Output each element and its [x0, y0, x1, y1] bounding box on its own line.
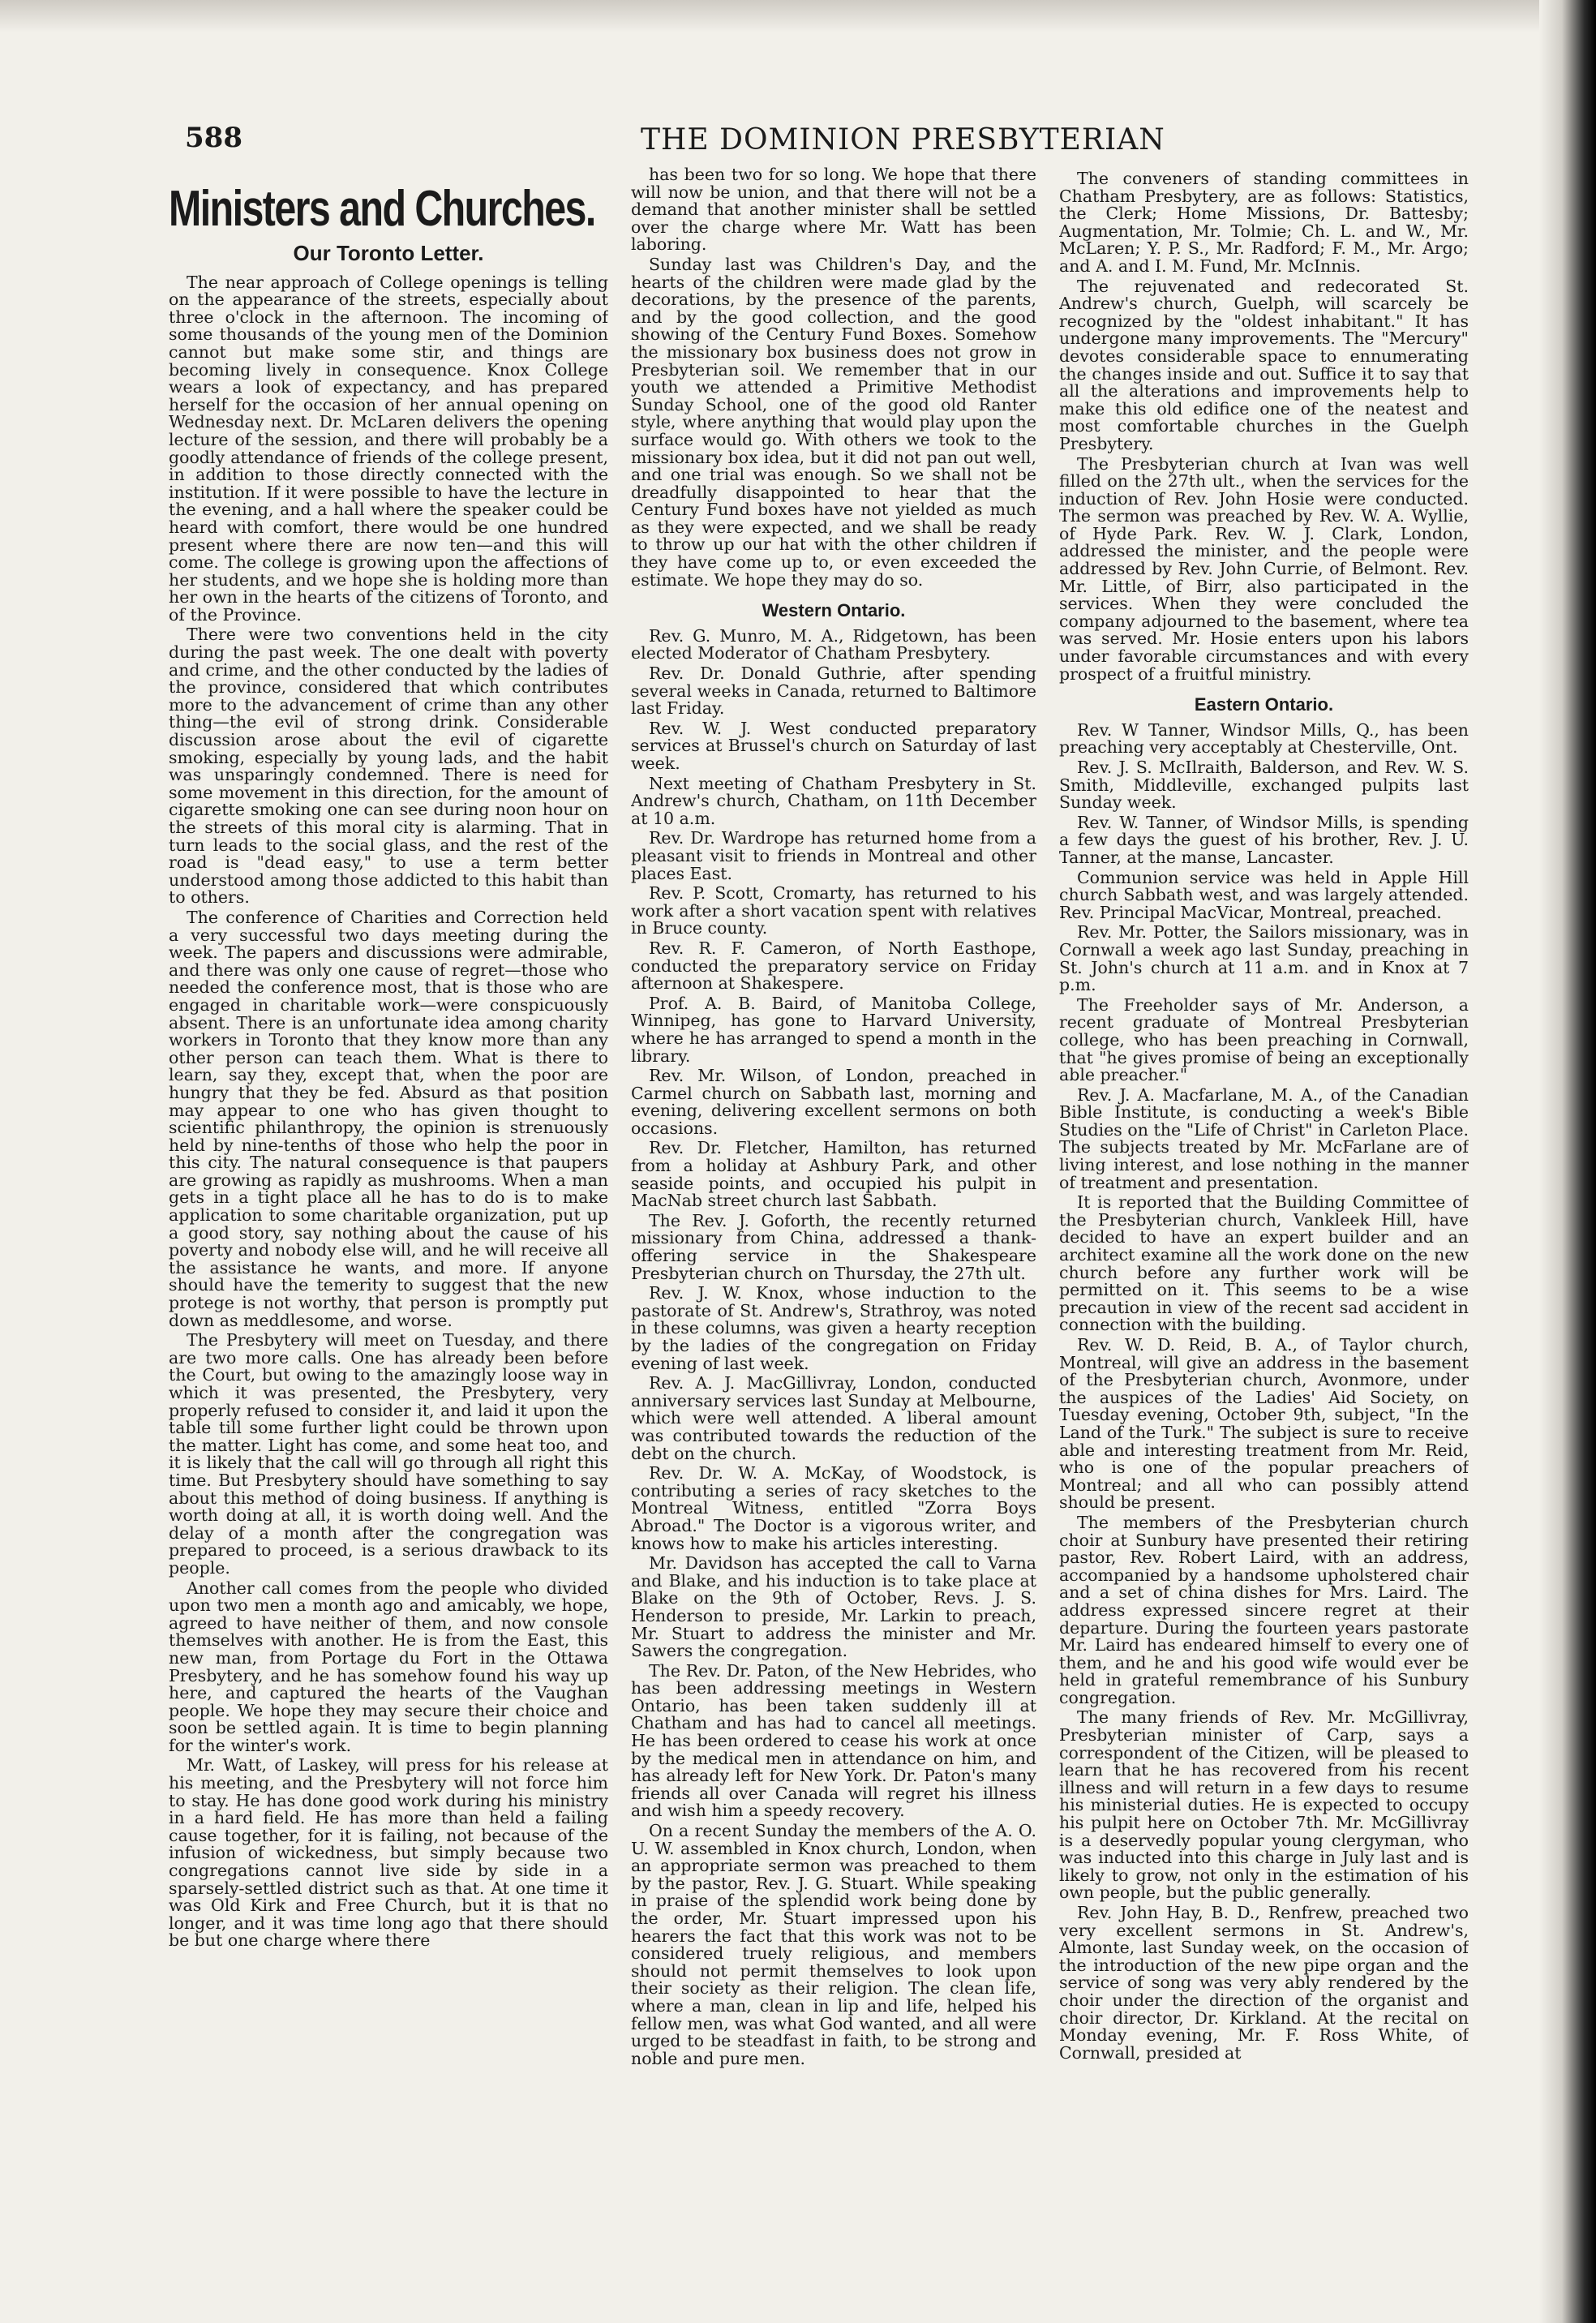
paragraph: The Freeholder says of Mr. Anderson, a recent graduate of Montreal Presbyterian college, who has been preaching in Cornwall, that "he gives promise of being an exceptionally able preacher."	[1059, 994, 1469, 1085]
paragraph: The many friends of Rev. Mr. McGillivray, Presbyterian minister of Carp, says a correspondent of the Citizen, will be pleased to learn that he has recovered from his recent illness and will return in a few days to resume his ministerial duties. He is expected to occupy his pulpit here on October 7th. Mr. McGillivray is a deservedly popular young clergyman, who was inducted into this charge in July last and is likely to grow, not only in the estimation of his own people, but the public generally.	[1059, 1707, 1469, 1903]
paragraph: The Rev. Dr. Paton, of the New Hebrides, who has been addressing meetings in Western Ontario, has been taken suddenly ill at Chatham and has had to cancel all meetings. He has been ordered to cease his work at once by the medical men in attendance on him, and has already left for New York. Dr. Paton's many friends all over Canada will regret his illness and wish him a speedy recovery.	[631, 1660, 1036, 1821]
paragraph: Sunday last was Children's Day, and the hearts of the children were made glad by the decorations, by the presence of the parents, and by the good collection, and the good showing of the Century Fund Boxes. Somehow the missionary box business does not grow in Presbyterian soil. We remember that in our youth we attended a Primitive Methodist Sunday School, one of the good old Ranter style, where anything that would play upon the surface would go. With others we took to the missionary box idea, but it did not pan out well, and one trial was enough. So we shall not be dreadfully disappointed to hear that the Century Fund boxes have not yielded as much as they were expected, and we shall be ready to throw up our hat with the other children if they have come up to, or even exceeded the estimate. We hope they may do so.	[631, 254, 1036, 590]
scan-top-shadow	[0, 0, 1596, 32]
paragraph: The Presbytery will meet on Tuesday, and there are two more calls. One has already been before the Court, but owing to the amazingly loose way in which it was presented, the Presbytery, very properly refused to consider it, and laid it upon the table till some further light could be thrown upon the matter. Light has come, and some heat too, and it is likely that the call will go through all right this time. But Presbytery should have something to say about this method of doing business. If anything is worth doing at all, it is worth doing well. And the delay of a month after the congregation was prepared to proceed, is a serious drawback to its people.	[169, 1330, 608, 1578]
running-head: THE DOMINION PRESBYTERIAN	[641, 123, 1165, 157]
paragraph: The Rev. J. Goforth, the recently returned missionary from China, addressed a thank-offering service in the Shakespeare Presbyterian church on Thursday, the 27th ult.	[631, 1210, 1036, 1283]
paragraph: Rev. Mr. Wilson, of London, preached in Carmel church on Sabbath last, morning and evening, delivering excellent sermons on both occasions.	[631, 1066, 1036, 1138]
paragraph: The conference of Charities and Correction held a very successful two days meeting during the week. The papers and discussions were admirable, and there was only one cause of regret—those who needed the conference most, that is those who are engaged in charitable work—were conspicuously absent. There is an unfortunate idea among charity workers in Toronto that they know more than any other person can teach them. What is there to learn, say they, except that, when the poor are hungry that they be fed. Absurd as that position may appear to one who has given thought to scientific philanthropy, the opinion is strenuously held by nine-tenths of those who help the poor in this city. The natural consequence is that paupers are growing as rapidly as mushrooms. When a man gets in a tight place all he has to do is to make application to some charitable organization, put up a good story, say nothing about the cause of his poverty and nobody else will, and he will receive all the assistance he wants, and more. If anyone should have the temerity to suggest that the new protege is not worthy, that person is promptly put down as meddlesome, and worse.	[169, 907, 608, 1330]
column-1-body	[169, 274, 608, 1950]
paragraph: Rev. Dr. Wardrope has returned home from a pleasant visit to friends in Montreal and other places East.	[631, 828, 1036, 883]
paragraph: The conveners of standing committees in Chatham Presbytery, are as follows: Statistics, the Clerk; Home Missions, Dr. Battesby; Augmentation, Mr. Tolmie; Ch. L. and W., Mr. McLaren; Y. P. S., Mr. Radford; F. M., Mr. Argo; and A. and I. M. Fund, Mr. McInnis.	[1059, 170, 1469, 276]
paragraph: Rev. Dr. Fletcher, Hamilton, has returned from a holiday at Ashbury Park, and other seaside points, and occupied his pulpit in MacNab street church last Sabbath.	[631, 1138, 1036, 1211]
scan-right-edge	[1539, 0, 1596, 2323]
paragraph: Rev. Mr. Potter, the Sailors missionary, was in Cornwall a week ago last Sunday, preaching in St. John's church at 11 a.m. and in Knox at 7 p.m.	[1059, 922, 1469, 995]
section-heading-western-ontario: Western Ontario.	[762, 600, 906, 621]
paragraph: Rev. John Hay, B. D., Renfrew, preached two very excellent sermons in St. Andrew's, Almonte, last Sunday week, on the occasion of the introduction of the new pipe organ and the service of song was very ably rendered by the choir under the direction of the organist and choir director, Dr. Kirkland. At the recital on Monday evening, Mr. F. Ross White, of Cornwall, presided at	[1059, 1903, 1469, 2063]
section-heading-eastern-ontario: Eastern Ontario.	[1194, 694, 1334, 715]
paragraph: Rev. W Tanner, Windsor Mills, Q., has been preaching very acceptably at Chesterville, Ont.	[1059, 719, 1469, 758]
paragraph: Rev. G. Munro, M. A., Ridgetown, has been elected Moderator of Chatham Presbytery.	[631, 625, 1036, 663]
paragraph: There were two conventions held in the city during the past week. The one dealt with poverty and crime, and the other conducted by the ladies of the province, considered that which contributes more to the advancement of crime than any other thing—the evil of strong drink. Considerable discussion arose about the evil of cigarette smoking, especially by young lads, and the habit was unsparingly condemned. There is need for some movement in this direction, for the amount of cigarette smoking one can see during noon hour on the streets of this moral city is alarming. That in turn leads to the social glass, and the rest of the road is "dead easy," to use a term better understood among those addicted to this habit than to others.	[169, 625, 608, 908]
paragraph: Prof. A. B. Baird, of Manitoba College, Winnipeg, has gone to Harvard University, where he has arranged to spend a month in the library.	[631, 993, 1036, 1066]
paragraph: Rev. Dr. Donald Guthrie, after spending several weeks in Canada, returned to Baltimore last Friday.	[631, 663, 1036, 719]
paragraph: Rev. P. Scott, Cromarty, has returned to his work after a short vacation spent with relatives in Bruce county.	[631, 883, 1036, 938]
column-3-body	[1059, 719, 1469, 2063]
paragraph: On a recent Sunday the members of the A. O. U. W. assembled in Knox church, London, when an appropriate sermon was preached to them by the pastor, Rev. J. G. Stuart. While speaking in praise of the splendid work being done by the order, Mr. Stuart impressed upon his hearers the fact that this work was not to be considered truely religious, and members should not permit themselves to look upon their society as their religion. The clean life, where a man, clean in lip and life, helped his fellow men, was what God wanted, and all were urged to be steadfast in faith, to be strong and noble and pure men.	[631, 1821, 1036, 2068]
paragraph: The members of the Presbyterian church choir at Sunbury have presented their retiring pastor, Rev. Robert Laird, with an address, accompanied by a handsome upholstered chair and a set of china dishes for Mrs. Laird. The address expressed sincere regret at their departure. During the fourteen years pastorate Mr. Laird has endeared himself to every one of them, and he and his good wife would ever be held in grateful remembrance of his Sunbury congregation.	[1059, 1512, 1469, 1707]
column-2-top-body	[631, 166, 1036, 589]
page-number: 588	[185, 122, 242, 154]
paragraph: The near approach of College openings is telling on the appearance of the streets, especially about three o'clock in the afternoon. The incoming of some thousands of the young men of the Dominion cannot but make some stir, and things are becoming lively in consequence. Knox College wears a look of expectancy, and has prepared herself for the occasion of her annual opening on Wednesday next. Dr. McLaren delivers the opening lecture of the session, and there will probably be a goodly attendance of friends of the college present, in addition to those directly connected with the institution. If it were possible to have the lecture in the evening, and a hall where the speaker could be heard with comfort, there would be one hundred present where there are now ten—and this will come. The college is growing upon the affections of her students, and we hope she is holding more than her own in the hearts of the citizens of Toronto, and of the Province.	[169, 272, 608, 625]
column-1	[169, 180, 608, 2297]
paragraph: Rev. W. Tanner, of Windsor Mills, is spending a few days the guest of his brother, Rev. J. U. Tanner, at the manse, Lancaster.	[1059, 812, 1469, 867]
paragraph: Next meeting of Chatham Presbytery in St. Andrew's church, Chatham, on 11th December at 10 a.m.	[631, 773, 1036, 828]
paragraph: It is reported that the Building Committee of the Presbyterian church, Vankleek Hill, have decided to have an expert builder and an architect examine all the work done on the new church before any further work will be permitted on it. This seems to be a wise precaution in view of the recent sad accident in connection with the building.	[1059, 1192, 1469, 1335]
paragraph: Rev. A. J. MacGillivray, London, conducted anniversary services last Sunday at Melbourne, which were well attended. A liberal amount was contributed towards the reduction of the debt on the church.	[631, 1373, 1036, 1463]
paragraph: Mr. Davidson has accepted the call to Varna and Blake, and his induction is to take place at Blake on the 9th of October, Revs. J. S. Henderson to preside, Mr. Larkin to preach, Mr. Stuart to address the minister and Mr. Sawers the congregation.	[631, 1553, 1036, 1661]
paragraph: has been two for so long. We hope that there will now be union, and that there will not be a demand that another minister shall be settled over the charge where Mr. Watt has been laboring.	[631, 166, 1036, 255]
column-3-top-body	[1059, 170, 1469, 683]
column-2	[631, 166, 1036, 2283]
paragraph: The rejuvenated and redecorated St. Andrew's church, Guelph, will scarcely be recognized by the "oldest inhabitant." It has undergone many improvements. The "Mercury" devotes considerable space to ennumerating the changes inside and out. Suffice it to say that all the alterations and improvements help to make this old edifice one of the neatest and most comfortable churches in the Guelph Presbytery.	[1059, 276, 1469, 453]
paragraph: Rev. R. F. Cameron, of North Easthope, conducted the preparatory service on Friday afternoon at Shakespere.	[631, 938, 1036, 994]
paragraph: Rev. J. A. Macfarlane, M. A., of the Canadian Bible Institute, is conducting a week's Bible Studies on the "Life of Christ" in Carleton Place. The subjects treated by Mr. McFarlane are of living interest, and lose nothing in the manner of treatment and presentation.	[1059, 1084, 1469, 1192]
masthead-title: Ministers and Churches.	[169, 181, 595, 237]
paragraph: The Presbyterian church at Ivan was well filled on the 27th ult., when the services for the induction of Rev. John Hosie were conducted. The sermon was preached by Rev. W. A. Wyllie, of Hyde Park. Rev. W. J. Clark, London, addressed the minister, and the people were addressed by Rev. John Currie, of Belmont. Rev. Mr. Little, of Birr, also participated in the services. When they were concluded the company adjourned to the basement, where tea was served. Mr. Hosie enters upon his labors under favorable circumstances and with every prospect of a fruitful ministry.	[1059, 453, 1469, 684]
paragraph: Rev. J. S. McIlraith, Balderson, and Rev. W. S. Smith, Middleville, exchanged pulpits last Sunday week.	[1059, 758, 1469, 813]
paragraph: Communion service was held in Apple Hill church Sabbath west, and was largely attended. Rev. Principal MacVicar, Montreal, preached.	[1059, 867, 1469, 922]
subheading-toronto-letter: Our Toronto Letter.	[293, 241, 484, 265]
paragraph: Another call comes from the people who divided upon two men a month ago and amicably, we hope, agreed to have neither of them, and now console themselves with another. He is from the East, this new man, from Portage du Fort in the Ottawa Presbytery, and he has somehow found his way up here, and captured the hearts of the Vaughan people. We hope they may secure their choice and soon be settled again. It is time to begin planning for the winter's work.	[169, 1578, 608, 1755]
paragraph: Rev. W. J. West conducted preparatory services at Brussel's church on Saturday of last week.	[631, 718, 1036, 773]
paragraph: Rev. J. W. Knox, whose induction to the pastorate of St. Andrew's, Strathroy, was noted in these columns, was given a hearty reception by the ladies of the congregation on Friday evening of last week.	[631, 1283, 1036, 1373]
column-3	[1059, 170, 1469, 2287]
paragraph: Rev. W. D. Reid, B. A., of Taylor church, Montreal, will give an address in the basement of the Presbyterian church, Avonmore, under the auspices of the Ladies' Aid Society, on Tuesday evening, October 9th, subject, "In the Land of the Turk." The subject is sure to receive able and interesting treatment from Mr. Reid, who is one of the popular preachers of Montreal; and all who can possibly attend should be present.	[1059, 1335, 1469, 1513]
column-2-body	[631, 625, 1036, 2068]
paragraph: Mr. Watt, of Laskey, will press for his release at his meeting, and the Presbytery will not force him to stay. He has done good work during his ministry in a hard field. He has more than held a failing cause together, for it is failing, not because of the infusion of wickedness, but simply because two congregations cannot live side by side in a sparsely-settled district such as that. At one time it was Old Kirk and Free Church, but it is that no longer, and it was time long ago that there should be but one charge where there	[169, 1755, 608, 1951]
paragraph: Rev. Dr. W. A. McKay, of Woodstock, is contributing a series of racy sketches to the Montreal Witness, entitled "Zorra Boys Abroad." The Doctor is a vigorous writer, and knows how to make his articles interesting.	[631, 1463, 1036, 1553]
